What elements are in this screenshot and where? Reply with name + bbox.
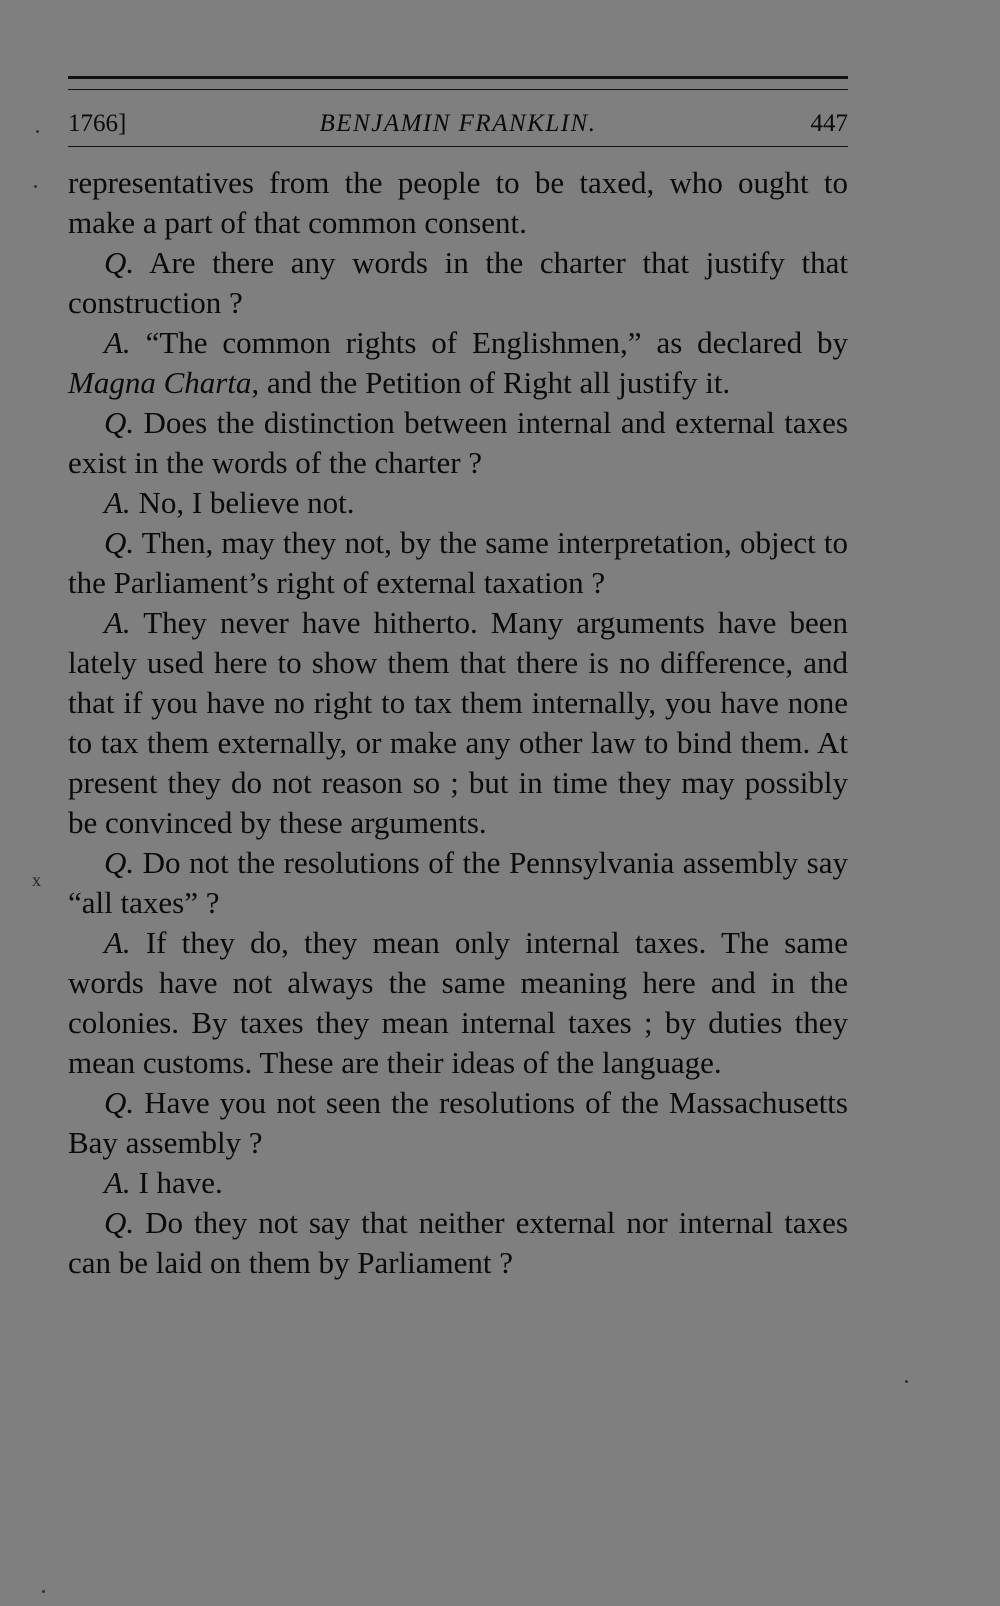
speaker-label: Q.	[104, 1085, 135, 1120]
scan-speck	[905, 1380, 908, 1383]
paragraph	[68, 163, 848, 243]
running-head-year: 1766]	[68, 110, 127, 137]
paragraph-text: Then, may they not, by the same interpretation, object to the Parliament’s right of external taxation ?	[68, 525, 848, 600]
paragraph-text: They never have hitherto. Many arguments have been lately used here to show them that there is no difference, and that if you have no right to tax them internally, you have none to tax them externally, or make any other law to bind them. At present they do not reason so ; but in time they may possibly be convinced by these arguments.	[68, 605, 848, 840]
header-rule	[68, 146, 848, 147]
question-paragraph	[68, 1203, 848, 1283]
paragraph-text: representatives from the people to be taxed, who ought to make a part of that common consent.	[68, 165, 848, 240]
speaker-label: A.	[104, 1165, 131, 1200]
paragraph-text: No, I believe not.	[130, 485, 355, 520]
answer-paragraph	[68, 603, 848, 843]
paragraph-text: “The common rights of Englishmen,” as declared by	[130, 325, 848, 360]
speaker-label: Q.	[104, 845, 135, 880]
paragraph-text: Do they not say that neither external nor internal taxes can be laid on them by Parliament ?	[68, 1205, 848, 1280]
top-double-rule	[68, 76, 848, 90]
speaker-label: A.	[104, 485, 131, 520]
scan-speck	[36, 130, 39, 133]
speaker-label: Q.	[104, 1205, 135, 1240]
answer-paragraph	[68, 323, 848, 403]
speaker-label: Q.	[104, 525, 135, 560]
paragraph-text: I have.	[130, 1165, 223, 1200]
running-head	[68, 110, 848, 144]
paragraph-text: Does the distinction between internal and external taxes exist in the words of the charter ?	[68, 405, 848, 480]
paragraph-text: If they do, they mean only internal taxes. The same words have not always the same meaning here and in the colonies. By taxes they mean internal taxes ; by duties they mean customs. These are their ideas of the language.	[68, 925, 848, 1080]
scan-speck	[34, 185, 37, 188]
paragraph-text: Have you not seen the resolutions of the Massachusetts Bay assembly ?	[68, 1085, 848, 1160]
answer-paragraph	[68, 923, 848, 1083]
scan-speck	[42, 1590, 45, 1593]
speaker-label: Q.	[104, 245, 135, 280]
italic-title: Magna Charta,	[68, 365, 260, 400]
question-paragraph	[68, 403, 848, 483]
margin-pencil-mark: x	[32, 870, 41, 890]
speaker-label: A.	[104, 325, 131, 360]
body-text	[68, 163, 848, 1283]
page-number: 447	[810, 110, 848, 137]
paragraph-text: Do not the resolutions of the Pennsylvania assembly say “all taxes” ?	[68, 845, 848, 920]
running-head-title: BENJAMIN FRANKLIN.	[319, 110, 597, 137]
speaker-label: A.	[104, 605, 131, 640]
question-paragraph	[68, 843, 848, 923]
question-paragraph	[68, 523, 848, 603]
paragraph-text-continued: and the Petition of Right all justify it.	[259, 365, 731, 400]
answer-paragraph	[68, 483, 848, 523]
question-paragraph	[68, 1083, 848, 1163]
speaker-label: Q.	[104, 405, 135, 440]
book-page	[68, 76, 848, 1283]
question-paragraph	[68, 243, 848, 323]
answer-paragraph	[68, 1163, 848, 1203]
paragraph-text: Are there any words in the charter that justify that construction ?	[68, 245, 848, 320]
speaker-label: A.	[104, 925, 131, 960]
